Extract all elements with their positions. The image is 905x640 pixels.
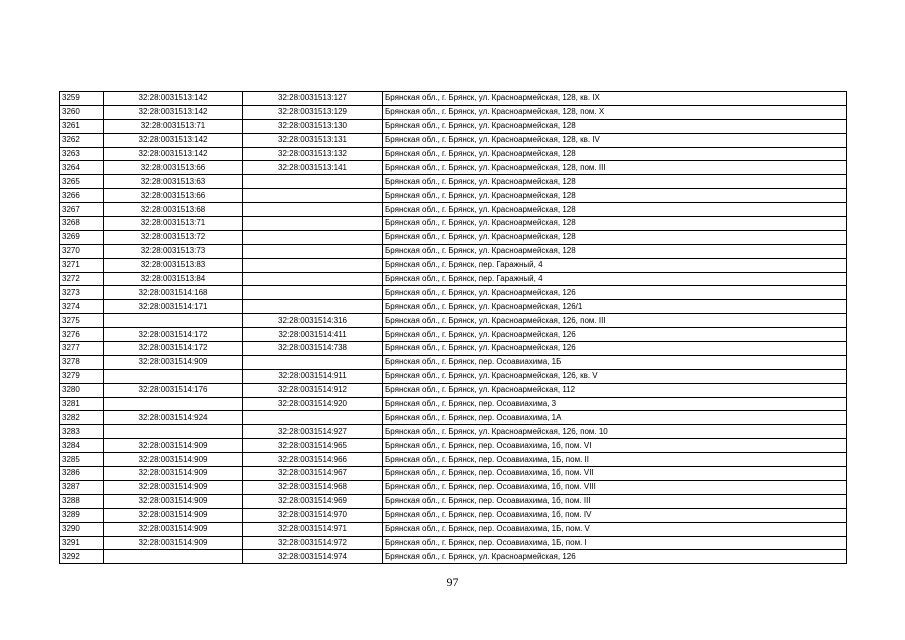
- row-number-cell: 3285: [60, 453, 104, 467]
- table-row: [60, 550, 847, 564]
- row-number-cell: 3283: [60, 425, 104, 439]
- table-row: [60, 258, 847, 272]
- table-row: [60, 328, 847, 342]
- cadastral-number-cell: 32:28:0031513:63: [104, 175, 243, 189]
- address-cell: Брянская обл., г. Брянск, ул. Красноармейская, 126, пом. III: [383, 314, 847, 328]
- row-number-cell: 3288: [60, 494, 104, 508]
- cadastral-number-cell: 32:28:0031514:909: [104, 355, 243, 369]
- cadastral-number-cell: 32:28:0031514:172: [104, 342, 243, 356]
- cadastral-number-cell: 32:28:0031513:71: [104, 119, 243, 133]
- cadastral-number-cell: 32:28:0031513:68: [104, 203, 243, 217]
- cadastral-number-cell: 32:28:0031514:171: [104, 300, 243, 314]
- address-cell: Брянская обл., г. Брянск, ул. Красноармейская, 128: [383, 244, 847, 258]
- cadastral-number-cell: 32:28:0031514:924: [104, 411, 243, 425]
- row-number-cell: 3274: [60, 300, 104, 314]
- object-cadastral-number-cell: 32:28:0031514:972: [243, 536, 383, 550]
- cadastral-number-cell: 32:28:0031514:909: [104, 480, 243, 494]
- object-cadastral-number-cell: 32:28:0031514:411: [243, 328, 383, 342]
- table-row: [60, 494, 847, 508]
- address-cell: Брянская обл., г. Брянск, пер. Осоавиахима, 1б, пом. VII: [383, 467, 847, 481]
- row-number-cell: 3279: [60, 369, 104, 383]
- row-number-cell: 3260: [60, 105, 104, 119]
- cadastral-number-cell: 32:28:0031513:66: [104, 161, 243, 175]
- row-number-cell: 3280: [60, 383, 104, 397]
- cadastral-number-cell: 32:28:0031513:73: [104, 244, 243, 258]
- address-cell: Брянская обл., г. Брянск, ул. Красноармейская, 128: [383, 175, 847, 189]
- object-cadastral-number-cell: [243, 286, 383, 300]
- row-number-cell: 3271: [60, 258, 104, 272]
- cadastral-number-cell: 32:28:0031514:909: [104, 508, 243, 522]
- table-row: [60, 161, 847, 175]
- row-number-cell: 3263: [60, 147, 104, 161]
- row-number-cell: 3277: [60, 342, 104, 356]
- address-cell: Брянская обл., г. Брянск, пер. Осоавиахима, 1Б: [383, 355, 847, 369]
- row-number-cell: 3276: [60, 328, 104, 342]
- address-cell: Брянская обл., г. Брянск, ул. Красноармейская, 126, кв. V: [383, 369, 847, 383]
- object-cadastral-number-cell: 32:28:0031514:967: [243, 467, 383, 481]
- address-cell: Брянская обл., г. Брянск, ул. Красноармейская, 128: [383, 147, 847, 161]
- row-number-cell: 3272: [60, 272, 104, 286]
- address-cell: Брянская обл., г. Брянск, ул. Красноармейская, 128: [383, 119, 847, 133]
- row-number-cell: 3284: [60, 439, 104, 453]
- table-row: [60, 397, 847, 411]
- cadastral-number-cell: 32:28:0031513:71: [104, 217, 243, 231]
- object-cadastral-number-cell: 32:28:0031514:971: [243, 522, 383, 536]
- object-cadastral-number-cell: 32:28:0031514:912: [243, 383, 383, 397]
- table-row: [60, 453, 847, 467]
- cadastral-number-cell: [104, 550, 243, 564]
- table-row: [60, 217, 847, 231]
- object-cadastral-number-cell: [243, 230, 383, 244]
- object-cadastral-number-cell: 32:28:0031513:129: [243, 105, 383, 119]
- cadastral-number-cell: 32:28:0031514:172: [104, 328, 243, 342]
- object-cadastral-number-cell: 32:28:0031514:969: [243, 494, 383, 508]
- cadastral-number-cell: 32:28:0031513:66: [104, 189, 243, 203]
- object-cadastral-number-cell: 32:28:0031513:131: [243, 133, 383, 147]
- address-cell: Брянская обл., г. Брянск, пер. Осоавиахима, 3: [383, 397, 847, 411]
- object-cadastral-number-cell: 32:28:0031514:965: [243, 439, 383, 453]
- address-cell: Брянская обл., г. Брянск, пер. Осоавиахима, 1б, пом. VIII: [383, 480, 847, 494]
- object-cadastral-number-cell: 32:28:0031514:920: [243, 397, 383, 411]
- cadastral-number-cell: 32:28:0031514:909: [104, 467, 243, 481]
- row-number-cell: 3273: [60, 286, 104, 300]
- cadastral-number-cell: [104, 369, 243, 383]
- address-cell: Брянская обл., г. Брянск, пер. Гаражный, 4: [383, 258, 847, 272]
- table-row: [60, 355, 847, 369]
- object-cadastral-number-cell: [243, 175, 383, 189]
- object-cadastral-number-cell: [243, 272, 383, 286]
- table-row: [60, 314, 847, 328]
- table-row: [60, 244, 847, 258]
- object-cadastral-number-cell: 32:28:0031514:738: [243, 342, 383, 356]
- table-row: [60, 286, 847, 300]
- table-row: [60, 203, 847, 217]
- address-cell: Брянская обл., г. Брянск, ул. Красноармейская, 126, пом. 10: [383, 425, 847, 439]
- table-row: [60, 105, 847, 119]
- cadastral-number-cell: 32:28:0031513:142: [104, 105, 243, 119]
- row-number-cell: 3269: [60, 230, 104, 244]
- object-cadastral-number-cell: 32:28:0031514:927: [243, 425, 383, 439]
- row-number-cell: 3282: [60, 411, 104, 425]
- row-number-cell: 3286: [60, 467, 104, 481]
- address-cell: Брянская обл., г. Брянск, ул. Красноармейская, 126: [383, 286, 847, 300]
- table-row: [60, 92, 847, 106]
- object-cadastral-number-cell: [243, 189, 383, 203]
- table-body: [60, 92, 847, 564]
- address-cell: Брянская обл., г. Брянск, ул. Красноармейская, 126: [383, 550, 847, 564]
- row-number-cell: 3266: [60, 189, 104, 203]
- address-cell: Брянская обл., г. Брянск, ул. Красноармейская, 128, кв. IV: [383, 133, 847, 147]
- property-registry-table: [59, 91, 847, 564]
- object-cadastral-number-cell: [243, 300, 383, 314]
- row-number-cell: 3262: [60, 133, 104, 147]
- table-row: [60, 147, 847, 161]
- address-cell: Брянская обл., г. Брянск, ул. Красноармейская, 126: [383, 328, 847, 342]
- address-cell: Брянская обл., г. Брянск, ул. Красноармейская, 112: [383, 383, 847, 397]
- object-cadastral-number-cell: 32:28:0031514:316: [243, 314, 383, 328]
- cadastral-number-cell: 32:28:0031513:84: [104, 272, 243, 286]
- address-cell: Брянская обл., г. Брянск, ул. Красноармейская, 128: [383, 189, 847, 203]
- table-row: [60, 508, 847, 522]
- cadastral-number-cell: 32:28:0031513:142: [104, 92, 243, 106]
- table-row: [60, 383, 847, 397]
- row-number-cell: 3292: [60, 550, 104, 564]
- address-cell: Брянская обл., г. Брянск, пер. Осоавиахима, 1А: [383, 411, 847, 425]
- row-number-cell: 3281: [60, 397, 104, 411]
- cadastral-number-cell: [104, 425, 243, 439]
- table-row: [60, 411, 847, 425]
- table-row: [60, 342, 847, 356]
- table-row: [60, 480, 847, 494]
- row-number-cell: 3290: [60, 522, 104, 536]
- cadastral-number-cell: 32:28:0031514:909: [104, 536, 243, 550]
- row-number-cell: 3275: [60, 314, 104, 328]
- object-cadastral-number-cell: [243, 217, 383, 231]
- cadastral-number-cell: 32:28:0031513:142: [104, 147, 243, 161]
- address-cell: Брянская обл., г. Брянск, ул. Красноармейская, 128: [383, 230, 847, 244]
- object-cadastral-number-cell: 32:28:0031514:966: [243, 453, 383, 467]
- object-cadastral-number-cell: [243, 203, 383, 217]
- row-number-cell: 3291: [60, 536, 104, 550]
- table-row: [60, 175, 847, 189]
- object-cadastral-number-cell: [243, 355, 383, 369]
- object-cadastral-number-cell: 32:28:0031513:127: [243, 92, 383, 106]
- table-row: [60, 230, 847, 244]
- row-number-cell: 3264: [60, 161, 104, 175]
- object-cadastral-number-cell: 32:28:0031513:141: [243, 161, 383, 175]
- address-cell: Брянская обл., г. Брянск, ул. Красноармейская, 128, пом. X: [383, 105, 847, 119]
- object-cadastral-number-cell: [243, 411, 383, 425]
- object-cadastral-number-cell: [243, 258, 383, 272]
- row-number-cell: 3259: [60, 92, 104, 106]
- address-cell: Брянская обл., г. Брянск, пер. Осоавиахима, 1б, пом. IV: [383, 508, 847, 522]
- cadastral-number-cell: 32:28:0031514:176: [104, 383, 243, 397]
- cadastral-number-cell: 32:28:0031514:909: [104, 494, 243, 508]
- page-number: 97: [446, 575, 459, 589]
- cadastral-number-cell: 32:28:0031514:909: [104, 453, 243, 467]
- table-row: [60, 133, 847, 147]
- row-number-cell: 3261: [60, 119, 104, 133]
- object-cadastral-number-cell: 32:28:0031514:911: [243, 369, 383, 383]
- object-cadastral-number-cell: [243, 244, 383, 258]
- cadastral-number-cell: 32:28:0031514:168: [104, 286, 243, 300]
- address-cell: Брянская обл., г. Брянск, пер. Осоавиахима, 1Б, пом. I: [383, 536, 847, 550]
- address-cell: Брянская обл., г. Брянск, ул. Красноармейская, 128: [383, 217, 847, 231]
- cadastral-number-cell: 32:28:0031513:83: [104, 258, 243, 272]
- table-row: [60, 272, 847, 286]
- address-cell: Брянская обл., г. Брянск, пер. Осоавиахима, 1Б, пом. II: [383, 453, 847, 467]
- table-row: [60, 439, 847, 453]
- table-row: [60, 425, 847, 439]
- table-row: [60, 369, 847, 383]
- row-number-cell: 3265: [60, 175, 104, 189]
- table-row: [60, 522, 847, 536]
- cadastral-number-cell: 32:28:0031514:909: [104, 522, 243, 536]
- cadastral-number-cell: [104, 397, 243, 411]
- object-cadastral-number-cell: 32:28:0031513:130: [243, 119, 383, 133]
- address-cell: Брянская обл., г. Брянск, пер. Гаражный, 4: [383, 272, 847, 286]
- cadastral-number-cell: 32:28:0031513:72: [104, 230, 243, 244]
- address-cell: Брянская обл., г. Брянск, ул. Красноармейская, 128: [383, 203, 847, 217]
- address-cell: Брянская обл., г. Брянск, ул. Красноармейская, 126/1: [383, 300, 847, 314]
- row-number-cell: 3267: [60, 203, 104, 217]
- table-row: [60, 189, 847, 203]
- row-number-cell: 3270: [60, 244, 104, 258]
- table-row: [60, 467, 847, 481]
- row-number-cell: 3287: [60, 480, 104, 494]
- address-cell: Брянская обл., г. Брянск, пер. Осоавиахима, 1б, пом. III: [383, 494, 847, 508]
- table-row: [60, 300, 847, 314]
- address-cell: Брянская обл., г. Брянск, ул. Красноармейская, 128, кв. IX: [383, 92, 847, 106]
- cadastral-number-cell: [104, 314, 243, 328]
- address-cell: Брянская обл., г. Брянск, ул. Красноармейская, 128, пом. III: [383, 161, 847, 175]
- address-cell: Брянская обл., г. Брянск, пер. Осоавиахима, 1б, пом. VI: [383, 439, 847, 453]
- address-cell: Брянская обл., г. Брянск, ул. Красноармейская, 126: [383, 342, 847, 356]
- address-cell: Брянская обл., г. Брянск, пер. Осоавиахима, 1Б, пом. V: [383, 522, 847, 536]
- table-row: [60, 119, 847, 133]
- object-cadastral-number-cell: 32:28:0031514:974: [243, 550, 383, 564]
- object-cadastral-number-cell: 32:28:0031514:968: [243, 480, 383, 494]
- row-number-cell: 3278: [60, 355, 104, 369]
- row-number-cell: 3289: [60, 508, 104, 522]
- object-cadastral-number-cell: 32:28:0031513:132: [243, 147, 383, 161]
- table-row: [60, 536, 847, 550]
- object-cadastral-number-cell: 32:28:0031514:970: [243, 508, 383, 522]
- cadastral-number-cell: 32:28:0031514:909: [104, 439, 243, 453]
- row-number-cell: 3268: [60, 217, 104, 231]
- cadastral-number-cell: 32:28:0031513:142: [104, 133, 243, 147]
